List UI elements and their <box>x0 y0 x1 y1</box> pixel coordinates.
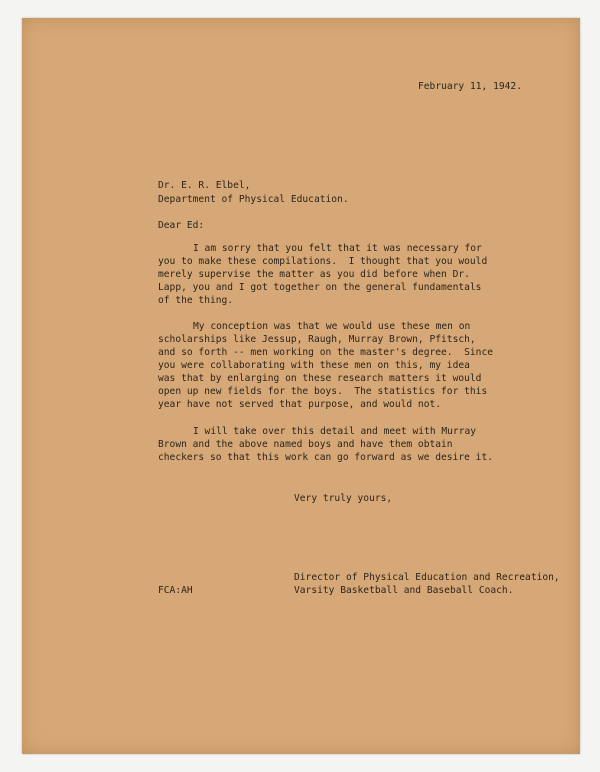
signature-title-line-1: Director of Physical Education and Recreation, <box>294 572 560 583</box>
paragraph-line: I will take over this detail and meet with Murray <box>193 426 477 437</box>
paragraph-line: open up new fields for the boys. The statistics for this <box>158 386 488 397</box>
paragraph-line: and so forth -- men working on the master's degree. Since <box>158 347 494 358</box>
paragraph-line: checkers so that this work can go forward as we desire it. <box>158 452 494 463</box>
paragraph-line: scholarships like Jessup, Raugh, Murray Brown, Pfitsch, <box>158 334 476 345</box>
paragraph-line: I am sorry that you felt that it was necessary for <box>193 243 482 254</box>
paragraph-line: was that by enlarging on these research matters it would <box>158 373 482 384</box>
closing: Very truly yours, <box>294 493 393 504</box>
paragraph-line: Brown and the above named boys and have them obtain <box>158 439 453 450</box>
salutation: Dear Ed: <box>158 220 205 231</box>
paragraph-line: year have not served that purpose, and would not. <box>158 399 442 410</box>
paragraph-line: you were collaborating with these men on this, my idea <box>158 360 470 371</box>
paragraph-line: Lapp, you and I got together on the general fundamentals <box>158 282 482 293</box>
recipient-department: Department of Physical Education. <box>158 194 349 205</box>
signature-title-line-2: Varsity Basketball and Baseball Coach. <box>294 585 514 596</box>
typist-initials: FCA:AH <box>158 585 193 596</box>
recipient-name: Dr. E. R. Elbel, <box>158 180 251 191</box>
paragraph-line: you to make these compilations. I thought that you would <box>158 256 488 267</box>
paragraph-line: merely supervise the matter as you did before when Dr. <box>158 269 470 280</box>
paragraph-line: of the thing. <box>158 295 234 306</box>
paragraph-line: My conception was that we would use these men on <box>193 321 471 332</box>
letter-date: February 11, 1942. <box>418 81 522 92</box>
